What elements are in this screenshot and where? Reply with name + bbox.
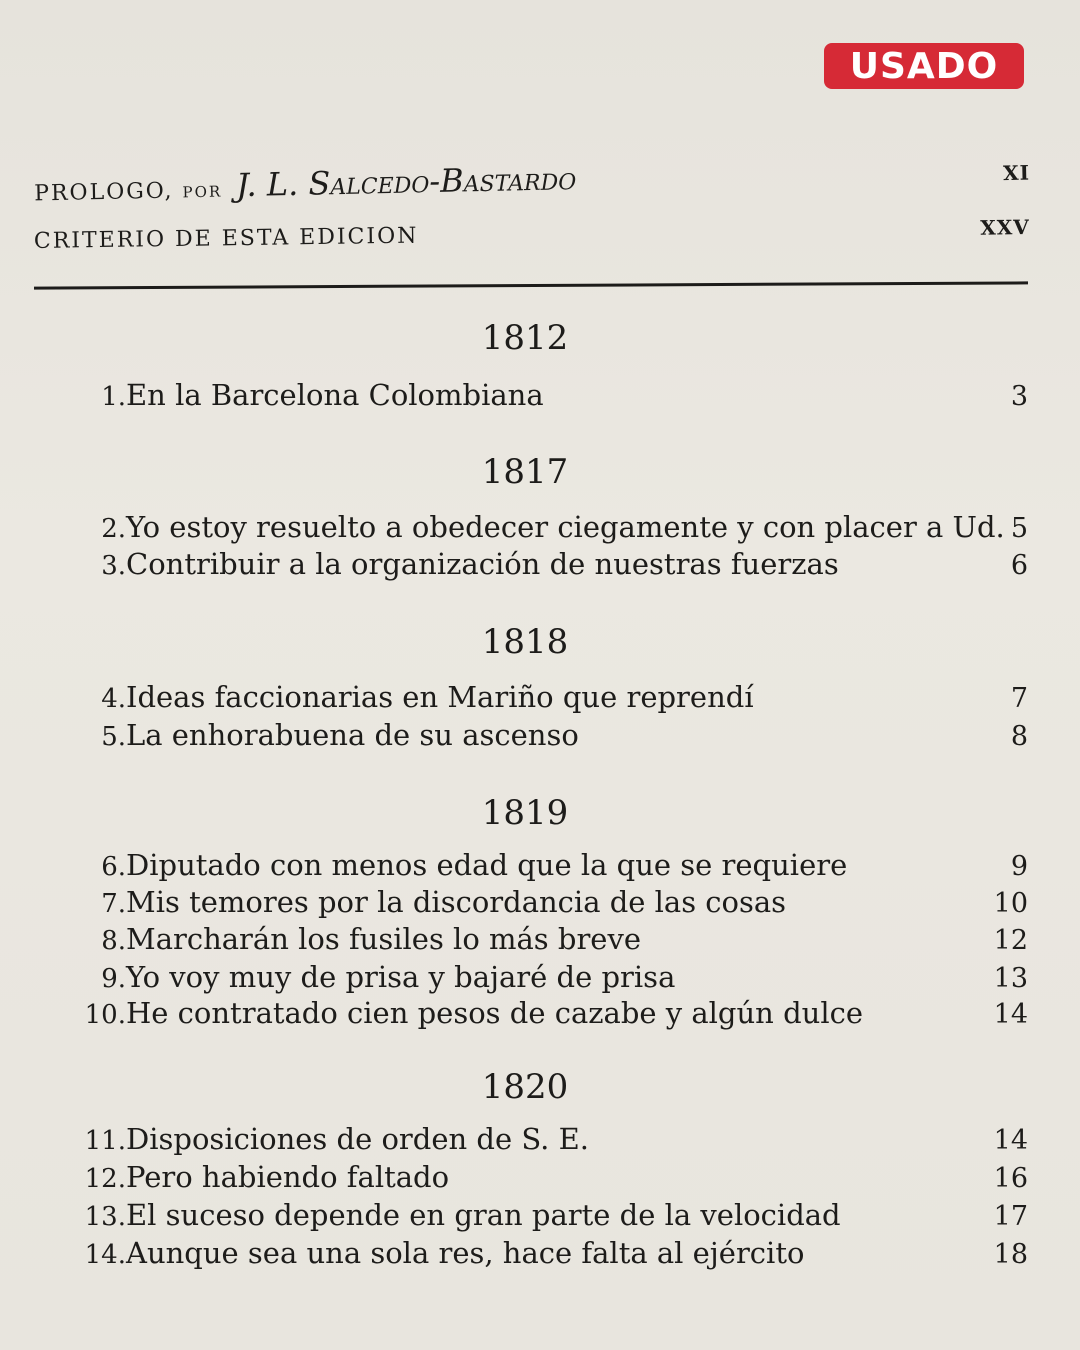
year-heading: 1817 xyxy=(481,452,569,492)
entry-number: 2. xyxy=(101,514,126,544)
entry-title: La enhorabuena de su ascenso xyxy=(126,718,579,752)
entry-page: 10 xyxy=(993,888,1028,919)
toc-entry xyxy=(50,378,1028,418)
entry-page: 9 xyxy=(1010,851,1028,882)
entry-page: 5 xyxy=(1010,513,1028,544)
entry-number: 1. xyxy=(101,382,126,412)
toc-entry xyxy=(50,718,1028,758)
entry-title: Ideas faccionarias en Mariño que reprendí xyxy=(126,680,754,714)
entry-page: 8 xyxy=(1010,721,1028,752)
front-matter-page: XXV xyxy=(980,215,1031,240)
entry-title: He contratado cien pesos de cazabe y algún dulce xyxy=(126,996,863,1030)
entry-number: 10. xyxy=(84,1000,126,1030)
prologo-label: PROLOGO, por xyxy=(33,177,223,207)
front-matter-prologo xyxy=(34,150,1031,211)
entry-page: 14 xyxy=(993,999,1028,1030)
toc-entry xyxy=(50,510,1028,550)
entry-title: Mis temores por la discordancia de las cosas xyxy=(126,885,787,919)
entry-title: Yo voy muy de prisa y bajaré de prisa xyxy=(126,960,676,994)
front-matter-label xyxy=(34,159,577,208)
entry-number: 7. xyxy=(101,889,126,919)
toc-entry xyxy=(50,1122,1028,1162)
entry-number: 8. xyxy=(101,926,126,956)
entry-page: 3 xyxy=(1010,381,1028,412)
entry-page: 12 xyxy=(993,925,1028,956)
entry-number: 6. xyxy=(101,852,126,882)
entry-title: Contribuir a la organización de nuestras fuerzas xyxy=(126,547,839,581)
toc-entry xyxy=(50,885,1028,925)
entry-page: 17 xyxy=(993,1201,1028,1232)
toc-entry xyxy=(50,1236,1028,1276)
entry-number: 5. xyxy=(101,722,126,752)
toc-entry xyxy=(50,922,1028,962)
front-matter-criterio xyxy=(34,215,1030,269)
entry-page: 18 xyxy=(993,1239,1028,1270)
toc-entry xyxy=(50,547,1028,587)
entry-number: 11. xyxy=(84,1126,126,1156)
year-heading: 1818 xyxy=(481,622,569,662)
toc-entry xyxy=(50,1160,1028,1200)
entry-number: 4. xyxy=(101,684,126,714)
entry-title: En la Barcelona Colombiana xyxy=(126,378,544,412)
used-badge: USADO xyxy=(824,43,1024,89)
entry-page: 13 xyxy=(993,963,1028,994)
year-heading: 1820 xyxy=(481,1067,569,1107)
entry-title: El suceso depende en gran parte de la velocidad xyxy=(126,1198,841,1232)
entry-page: 16 xyxy=(993,1163,1028,1194)
front-matter-label: CRITERIO DE ESTA EDICION xyxy=(33,223,419,254)
entry-number: 9. xyxy=(101,964,126,994)
entry-page: 14 xyxy=(993,1125,1028,1156)
entry-number: 3. xyxy=(101,551,126,581)
toc-entry xyxy=(50,848,1028,888)
entry-page: 6 xyxy=(1010,550,1028,581)
entry-number: 13. xyxy=(84,1202,126,1232)
entry-title: Pero habiendo faltado xyxy=(126,1160,450,1194)
entry-title: Marcharán los fusiles lo más breve xyxy=(126,922,642,956)
toc-entry xyxy=(50,1198,1028,1238)
toc-entry xyxy=(50,680,1028,720)
entry-number: 14. xyxy=(84,1240,126,1270)
year-heading: 1819 xyxy=(481,793,569,833)
prologo-author: J. L. Salcedo-Bastardo xyxy=(235,159,577,205)
divider-rule xyxy=(34,281,1028,289)
toc-entry xyxy=(50,996,1028,1036)
entry-title: Diputado con menos edad que la que se requiere xyxy=(126,848,848,882)
year-heading: 1812 xyxy=(481,318,569,358)
front-matter-page: XI xyxy=(1002,160,1031,186)
entry-title: Disposiciones de orden de S. E. xyxy=(126,1122,589,1156)
entry-page: 7 xyxy=(1010,683,1028,714)
toc-entry xyxy=(50,960,1028,1000)
entry-title: Yo estoy resuelto a obedecer ciegamente y con placer a Ud. xyxy=(126,510,1005,544)
entry-number: 12. xyxy=(84,1164,126,1194)
entry-title: Aunque sea una sola res, hace falta al ejército xyxy=(126,1236,805,1270)
